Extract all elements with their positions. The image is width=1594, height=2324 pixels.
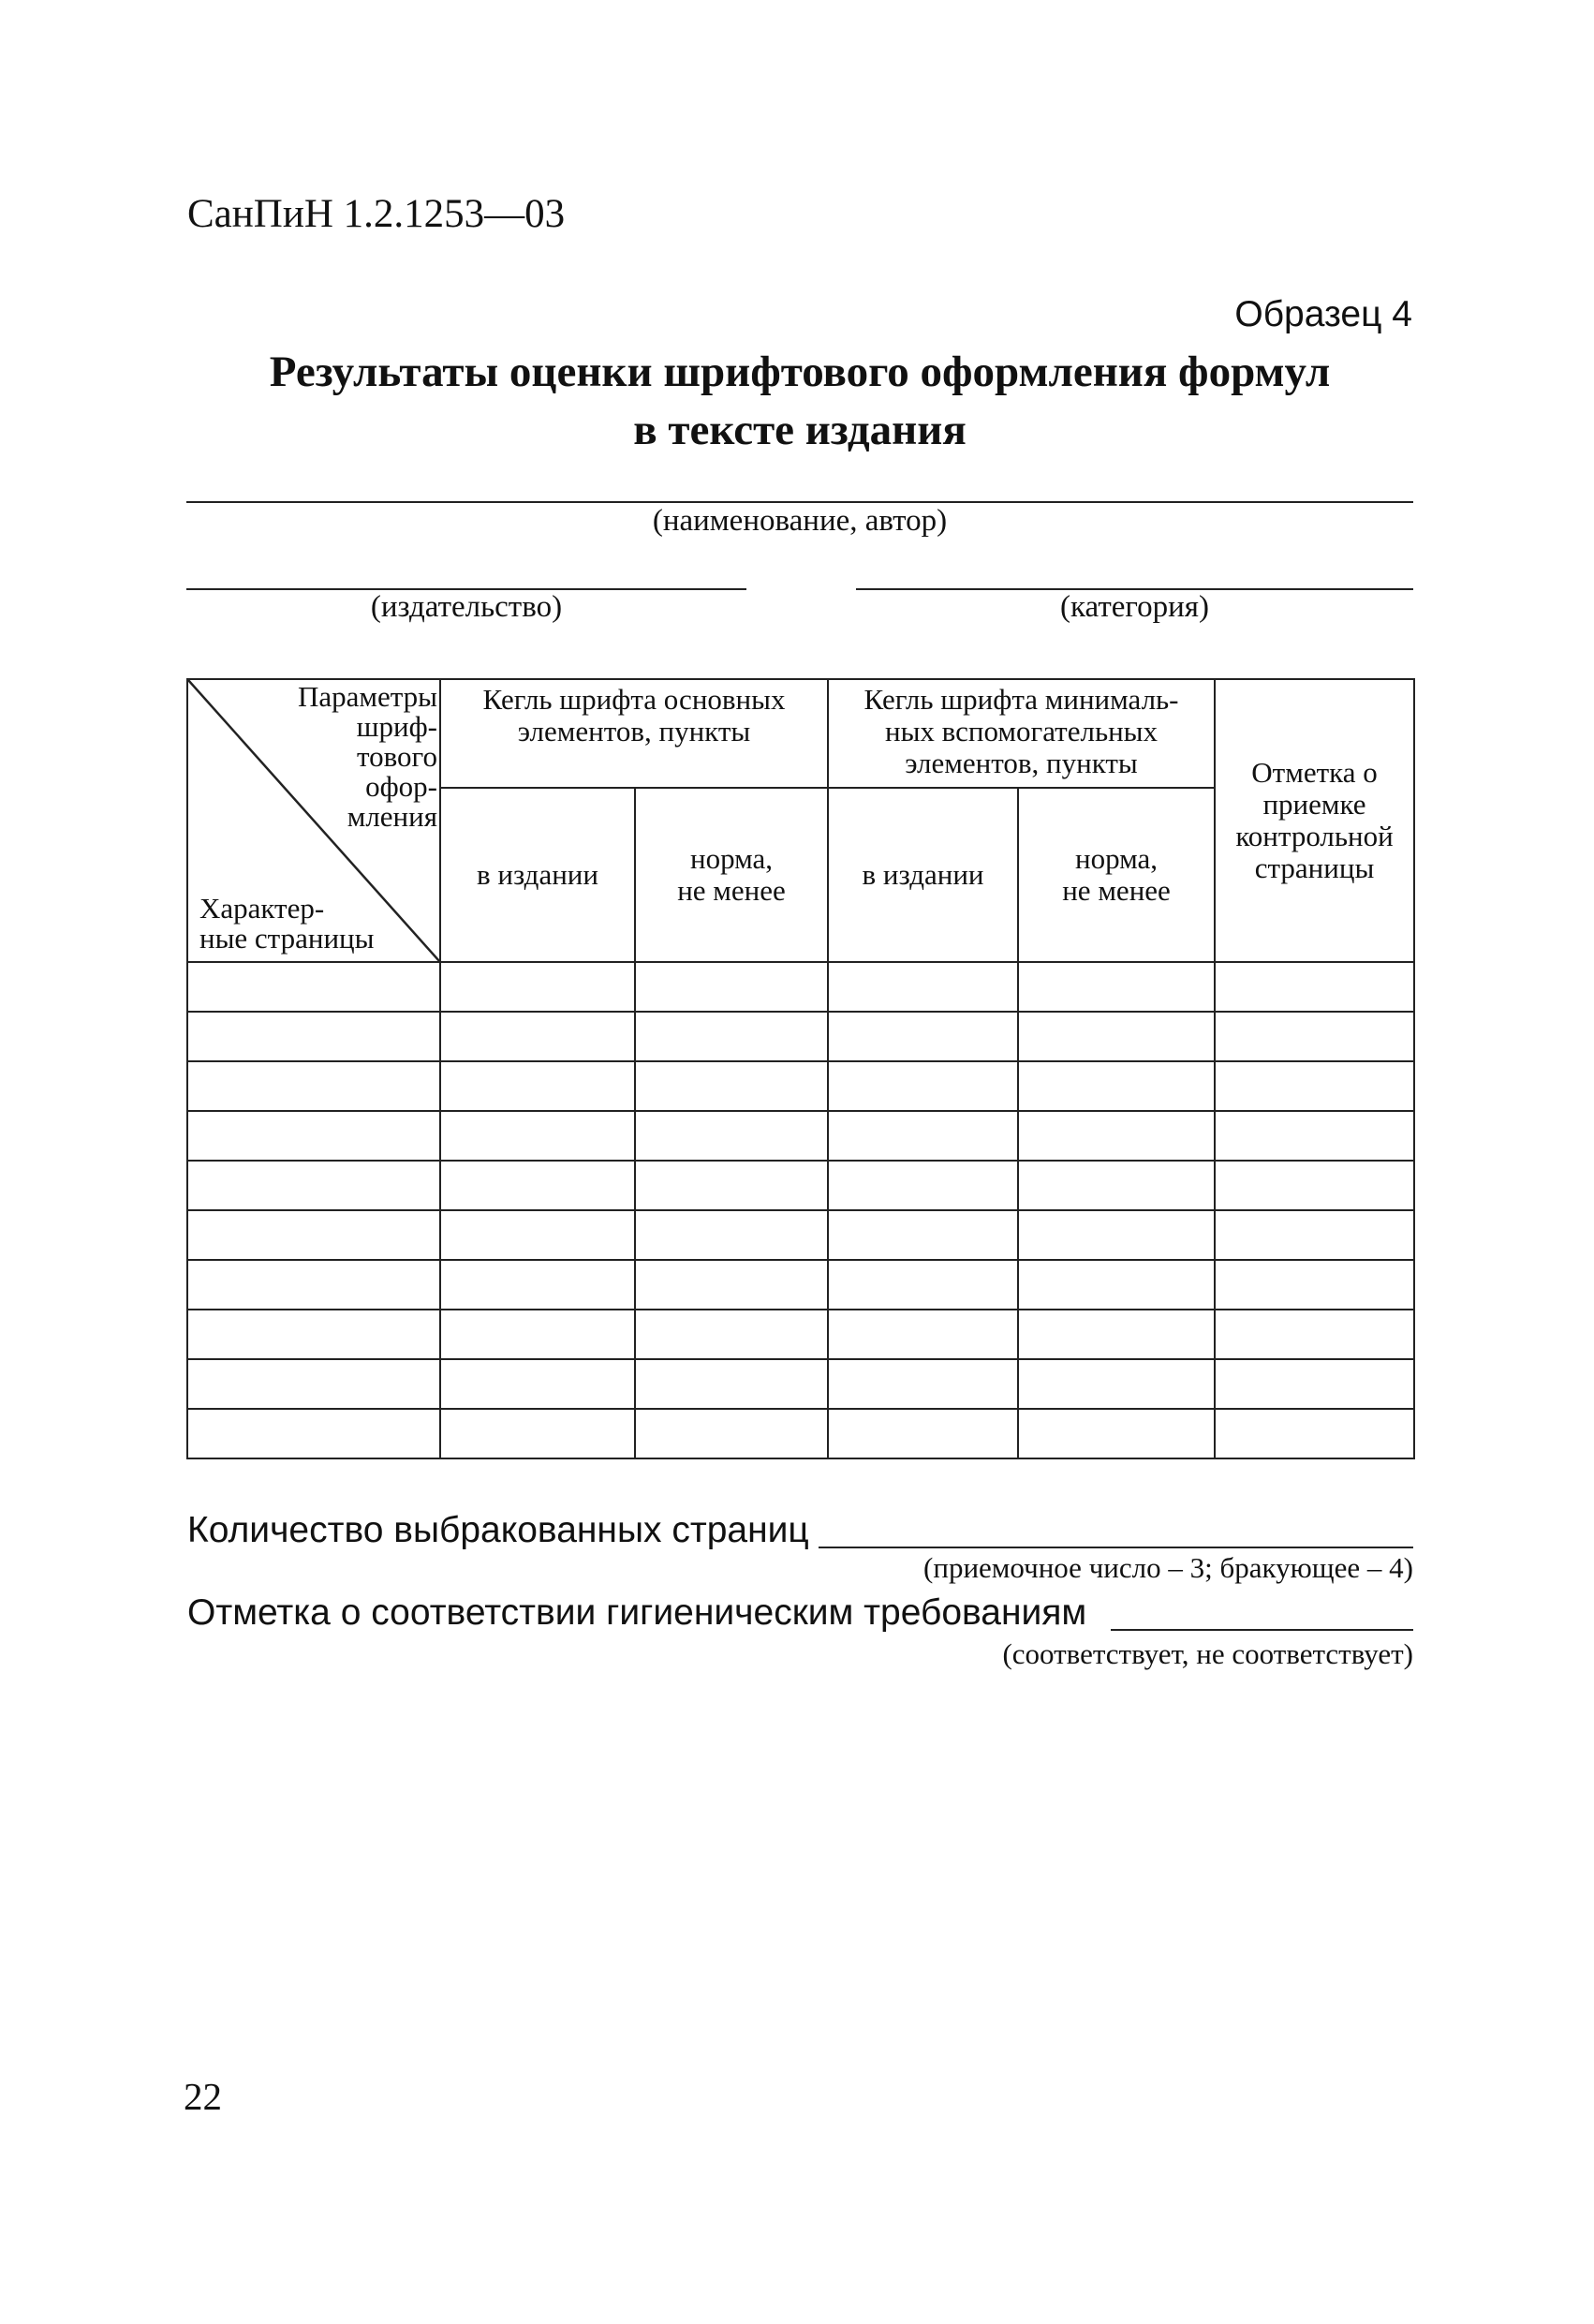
table-cell[interactable] <box>635 1409 828 1458</box>
category-caption: (категория) <box>1060 590 1209 624</box>
table-cell[interactable] <box>187 1260 440 1310</box>
table-cell[interactable] <box>440 1210 635 1260</box>
pages-line: Характер- <box>199 892 325 925</box>
header-line: элементов, пункты <box>905 747 1138 779</box>
compliance-line[interactable] <box>1111 1629 1413 1631</box>
table-cell[interactable] <box>1215 1409 1414 1458</box>
header-line: Кегль шрифта основных <box>482 683 786 716</box>
table-cell[interactable] <box>187 1061 440 1111</box>
table-cell[interactable] <box>187 1359 440 1409</box>
table-cell[interactable] <box>187 1012 440 1061</box>
corner-header-cell <box>187 679 440 962</box>
table-cell[interactable] <box>1018 962 1215 1012</box>
title-line-2: в тексте издания <box>633 406 967 454</box>
table-cell[interactable] <box>1215 1161 1414 1210</box>
table-cell[interactable] <box>1018 1111 1215 1161</box>
name-author-caption: (наименование, автор) <box>652 504 948 538</box>
table-cell[interactable] <box>828 1359 1018 1409</box>
table-cell[interactable] <box>440 1161 635 1210</box>
table-cell[interactable] <box>1018 1012 1215 1061</box>
header-line: норма, <box>689 842 774 875</box>
table-cell[interactable] <box>828 1012 1018 1061</box>
table-cell[interactable] <box>635 962 828 1012</box>
header-line: не менее <box>677 874 786 907</box>
table-cell[interactable] <box>440 962 635 1012</box>
table-row <box>187 1161 1414 1210</box>
table-cell[interactable] <box>1215 1359 1414 1409</box>
table-cell[interactable] <box>440 1409 635 1458</box>
table-row <box>187 1409 1414 1458</box>
header-line: норма, <box>1074 842 1159 875</box>
pages-line: ные страницы <box>199 922 375 955</box>
main-norm-header <box>635 788 828 962</box>
table-cell[interactable] <box>828 1161 1018 1210</box>
table-row <box>187 1012 1414 1061</box>
table-cell[interactable] <box>635 1161 828 1210</box>
table-cell[interactable] <box>828 1111 1018 1161</box>
header-line: ных вспомогательных <box>885 715 1159 748</box>
table-cell[interactable] <box>1018 1210 1215 1260</box>
table-cell[interactable] <box>440 1310 635 1359</box>
header-line: не менее <box>1062 874 1171 907</box>
table-header-row-1 <box>187 679 1414 788</box>
header-line: Кегль шрифта минималь- <box>863 683 1179 716</box>
params-line: шриф- <box>356 710 437 743</box>
rejected-pages-label: Количество выбракованных страниц <box>187 1510 809 1550</box>
table-cell[interactable] <box>1215 1260 1414 1310</box>
table-cell[interactable] <box>1215 1210 1414 1260</box>
compliance-hint: (соответствует, не соответствует) <box>1002 1637 1413 1670</box>
page-number: 22 <box>184 2075 222 2118</box>
compliance-label: Отметка о соответствии гигиеническим требованиям <box>187 1592 1087 1633</box>
main-in-edition-header: в издании <box>440 788 635 962</box>
table-cell[interactable] <box>187 1409 440 1458</box>
table-cell[interactable] <box>828 1260 1018 1310</box>
table-row <box>187 1061 1414 1111</box>
table-row <box>187 1111 1414 1161</box>
parameters-header <box>298 682 437 832</box>
document-code: СанПиН 1.2.1253—03 <box>187 192 566 236</box>
table-cell[interactable] <box>635 1260 828 1310</box>
params-line: офор- <box>365 770 437 803</box>
rejected-pages-line[interactable] <box>819 1547 1413 1548</box>
table-cell[interactable] <box>635 1012 828 1061</box>
characteristic-pages-header <box>199 894 374 954</box>
params-line: мления <box>347 800 437 833</box>
table-cell[interactable] <box>828 962 1018 1012</box>
table-cell[interactable] <box>187 1310 440 1359</box>
sample-label: Образец 4 <box>1234 294 1412 334</box>
table-cell[interactable] <box>440 1359 635 1409</box>
table-cell[interactable] <box>1215 1061 1414 1111</box>
table-cell[interactable] <box>828 1409 1018 1458</box>
aux-in-edition-header: в издании <box>828 788 1018 962</box>
title-line-1: Результаты оценки шрифтового оформления формул <box>269 348 1331 396</box>
table-cell[interactable] <box>187 962 440 1012</box>
acceptance-mark-header <box>1215 679 1414 962</box>
params-line: Параметры <box>297 680 437 713</box>
table-row <box>187 1310 1414 1359</box>
table-cell[interactable] <box>1215 1111 1414 1161</box>
table-cell[interactable] <box>440 1260 635 1310</box>
header-line: приемке <box>1262 788 1366 821</box>
table-cell[interactable] <box>1215 1310 1414 1359</box>
table-cell[interactable] <box>1018 1061 1215 1111</box>
table-cell[interactable] <box>440 1012 635 1061</box>
table-cell[interactable] <box>1018 1359 1215 1409</box>
table-cell[interactable] <box>1215 962 1414 1012</box>
table-cell[interactable] <box>1215 1012 1414 1061</box>
table-cell[interactable] <box>187 1210 440 1260</box>
table-cell[interactable] <box>1018 1260 1215 1310</box>
aux-norm-header <box>1018 788 1215 962</box>
table-cell[interactable] <box>635 1359 828 1409</box>
table-cell[interactable] <box>828 1210 1018 1260</box>
table-cell[interactable] <box>187 1161 440 1210</box>
table-cell[interactable] <box>187 1111 440 1161</box>
table-cell[interactable] <box>635 1111 828 1161</box>
header-line: страницы <box>1254 851 1375 884</box>
publisher-caption: (издательство) <box>370 590 563 624</box>
table-cell[interactable] <box>1018 1409 1215 1458</box>
table-cell[interactable] <box>1018 1161 1215 1210</box>
table-cell[interactable] <box>828 1310 1018 1359</box>
rejected-pages-hint: (приемочное число – 3; бракующее – 4) <box>923 1551 1413 1584</box>
header-line: элементов, пункты <box>517 715 751 748</box>
auxiliary-elements-size-header <box>828 679 1215 788</box>
table-cell[interactable] <box>635 1310 828 1359</box>
main-elements-size-header <box>440 679 828 788</box>
table-row <box>187 1359 1414 1409</box>
params-line: тового <box>356 740 437 773</box>
table-body <box>187 962 1414 1458</box>
evaluation-table <box>186 678 1415 1459</box>
table-cell[interactable] <box>635 1210 828 1260</box>
header-line: контрольной <box>1235 820 1394 852</box>
table-cell[interactable] <box>1018 1310 1215 1359</box>
table-cell[interactable] <box>635 1061 828 1111</box>
name-author-line[interactable] <box>186 501 1413 503</box>
table-cell[interactable] <box>440 1111 635 1161</box>
table-row <box>187 1260 1414 1310</box>
table-row <box>187 1210 1414 1260</box>
table-cell[interactable] <box>440 1061 635 1111</box>
table-row <box>187 962 1414 1012</box>
header-line: Отметка о <box>1251 756 1378 789</box>
table-cell[interactable] <box>828 1061 1018 1111</box>
page-title <box>187 343 1412 459</box>
